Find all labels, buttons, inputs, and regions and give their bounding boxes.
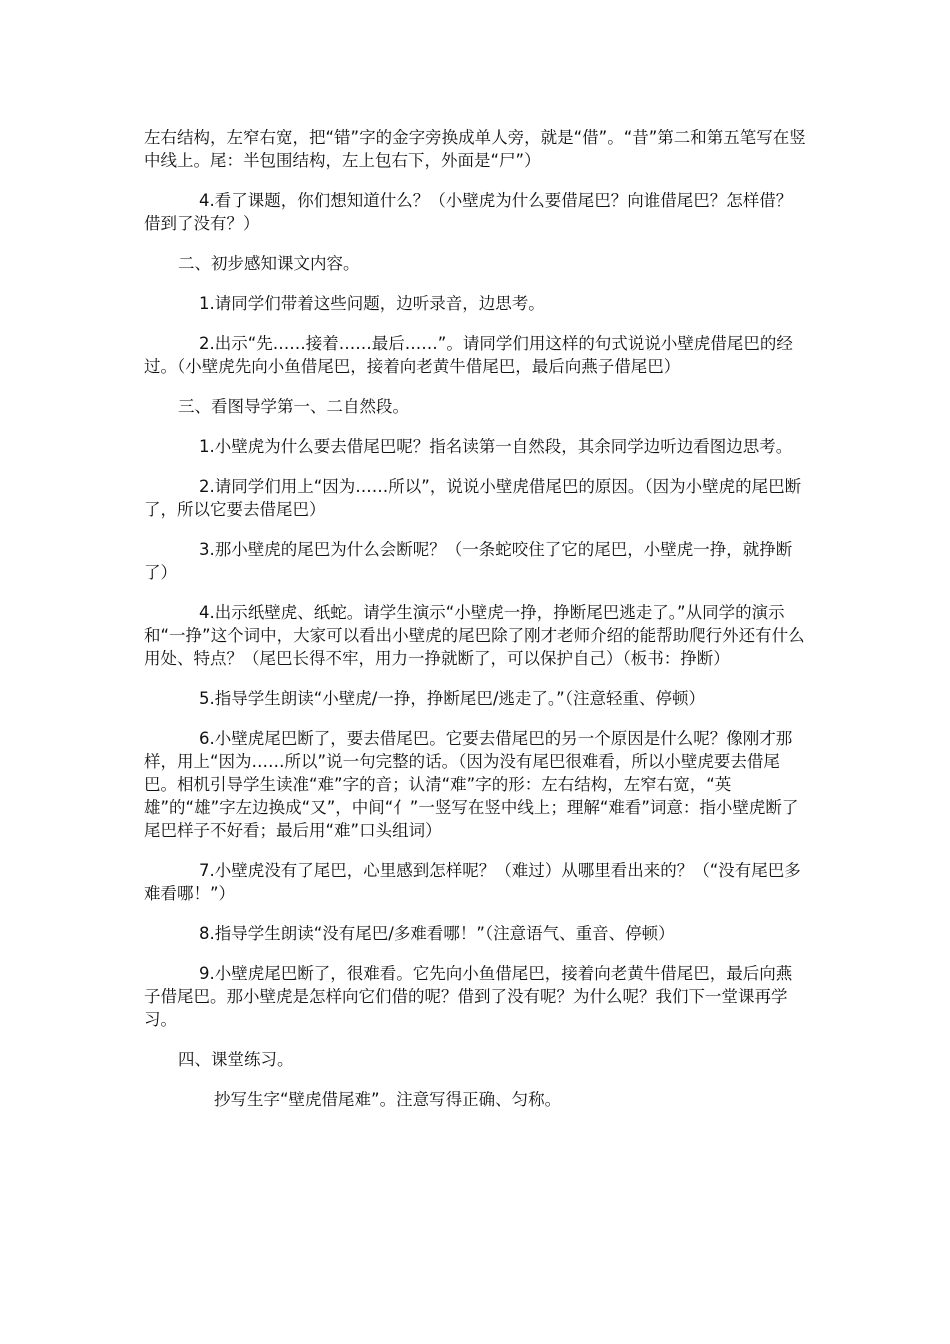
paragraph-section3-item2: 2.请同学们用上“因为……所以”，说说小壁虎借尾巴的原因。（因为小壁虎的尾巴断了，所以它要去借尾巴） [144, 477, 802, 519]
paragraph-section3-item3: 3.那小壁虎的尾巴为什么会断呢？（一条蛇咬住了它的尾巴，小壁虎一挣，就挣断了） [144, 540, 793, 582]
paragraph-structure-note: 左右结构，左窄右宽，把“错”字的金字旁换成单人旁，就是“借”。“昔”第二和第五笔写在竖中线上。尾：半包围结构，左上包右下，外面是“尸”） [144, 128, 806, 170]
paragraph-question-4: 4.看了课题，你们想知道什么？（小壁虎为什么要借尾巴？向谁借尾巴？怎样借？借到了没有？） [144, 191, 793, 233]
paragraph-section3-item4: 4.出示纸壁虎、纸蛇。请学生演示“小壁虎一挣，挣断尾巴逃走了。”从同学的演示和“一挣”这个词中，大家可以看出小壁虎的尾巴除了刚才老师介绍的能帮助爬行外还有什么用处、特点？（尾巴长得不牢，用力一挣就断了，可以保护自己）（板书：挣断） [144, 603, 805, 668]
paragraph-section3-item8: 8.指导学生朗读“没有尾巴/多难看哪！”（注意语气、重音、停顿） [199, 924, 675, 943]
paragraph-section3-item9: 9.小壁虎尾巴断了，很难看。它先向小鱼借尾巴，接着向老黄牛借尾巴，最后向燕子借尾巴。那小壁虎是怎样向它们借的呢？借到了没有呢？为什么呢？我们下一堂课再学习。 [144, 964, 793, 1029]
document-body [144, 126, 806, 1128]
paragraph-section3-item1: 1.小壁虎为什么要去借尾巴呢？指名读第一自然段，其余同学边听边看图边思考。 [199, 437, 793, 456]
paragraph-section2-item1: 1.请同学们带着这些问题，边听录音，边思考。 [199, 294, 545, 313]
paragraph-section3-item5: 5.指导学生朗读“小壁虎/一挣，挣断尾巴/逃走了。”（注意轻重、停顿） [199, 689, 705, 708]
paragraph-section2-item2: 2.出示“先……接着……最后……”。请同学们用这样的句式说说小壁虎借尾巴的经过。（小壁虎先向小鱼借尾巴，接着向老黄牛借尾巴，最后向燕子借尾巴） [144, 334, 793, 376]
section-heading-3: 三、看图导学第一、二自然段。 [178, 397, 409, 416]
paragraph-section4-item1: 抄写生字“壁虎借尾难”。注意写得正确、匀称。 [214, 1090, 562, 1109]
section-heading-2: 二、初步感知课文内容。 [178, 254, 360, 273]
paragraph-section3-item6: 6.小壁虎尾巴断了，要去借尾巴。它要去借尾巴的另一个原因是什么呢？像刚才那样，用上“因为……所以”说一句完整的话。（因为没有尾巴很难看，所以小壁虎要去借尾巴。相机引导学生读准“难”字的音；认清“难”字的形：左右结构，左窄右宽，“英雄”的“雄”字左边换成“又”，中间“亻”一竖写在竖中线上；理解“难看”词意：指小壁虎断了尾巴样子不好看；最后用“难”口头组词） [144, 729, 799, 840]
section-heading-4: 四、课堂练习。 [178, 1050, 294, 1069]
paragraph-section3-item7: 7.小壁虎没有了尾巴，心里感到怎样呢？（难过）从哪里看出来的？（“没有尾巴多难看哪！”） [144, 861, 801, 903]
